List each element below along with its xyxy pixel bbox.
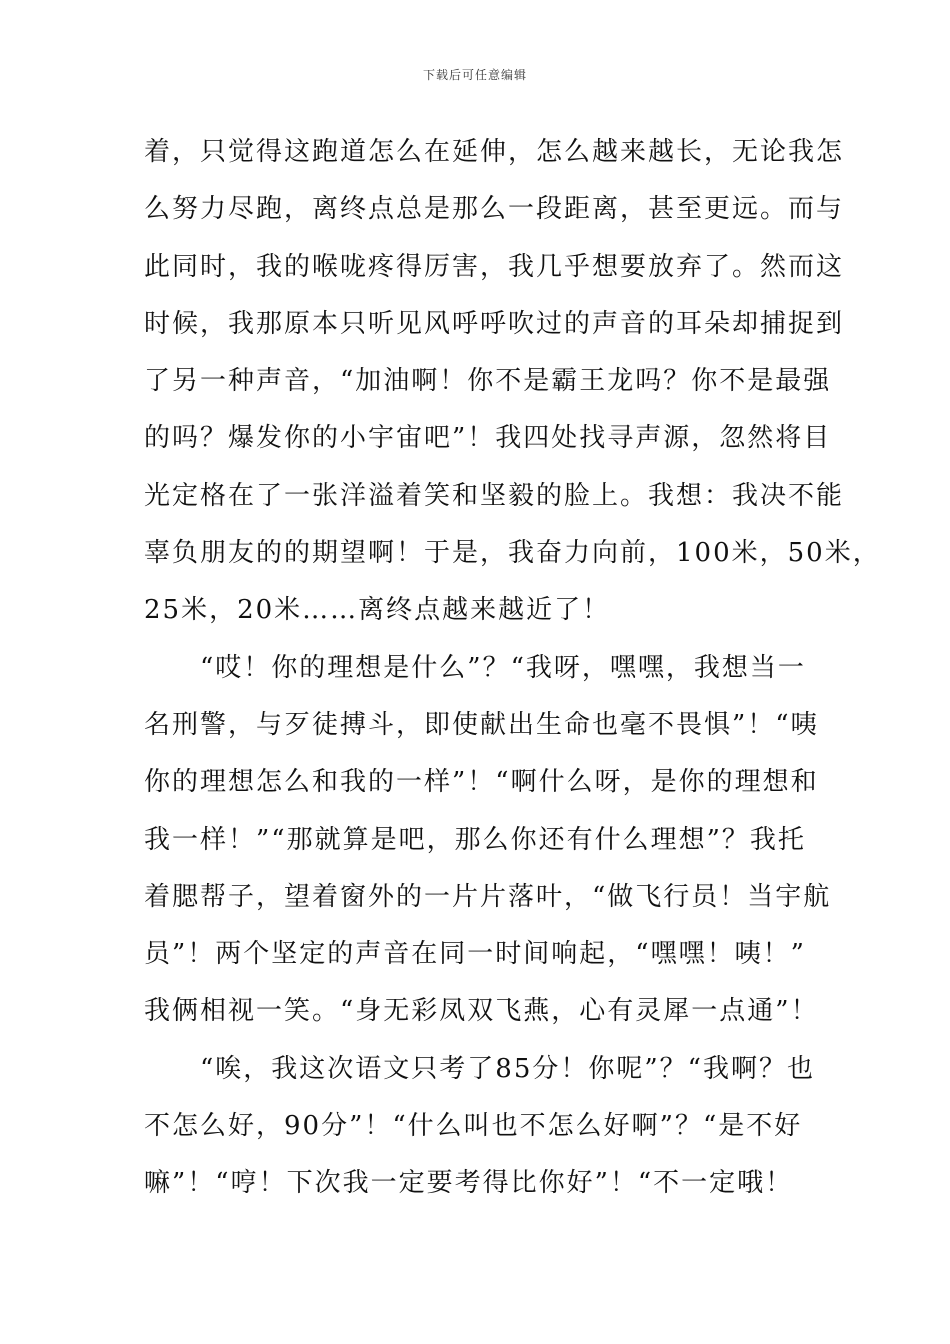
text-line-9: 25米，20米……离终点越来越近了！ (144, 595, 611, 626)
document-body (144, 129, 881, 1218)
text-line-3: 此同时，我的喉咙疼得厉害，我几乎想要放弃了。然而这 (144, 251, 845, 282)
text-line-19: 嘛”！“哼！下次我一定要考得比你好”！“不一定哦！ (144, 1168, 794, 1199)
text-line-6: 的吗？爆发你的小宇宙吧”！我四处找寻声源，忽然将目 (144, 423, 832, 454)
text-line-14: 着腮帮子，望着窗外的一片片落叶，“做飞行员！当宇航 (144, 881, 832, 912)
text-line-1: 着，只觉得这跑道怎么在延伸，怎么越来越长，无论我怎 (144, 137, 845, 167)
page-header: 下载后可任意编辑 (422, 68, 527, 82)
text-line-17: “唉，我这次语文只考了85分！你呢”？“我啊？也 (200, 1053, 815, 1084)
text-line-10: “哎！你的理想是什么”？“我呀，嘿嘿，我想当一 (200, 652, 806, 683)
text-line-18: 不怎么好，90分”！“什么叫也不怎么好啊”？“是不好 (144, 1111, 803, 1142)
text-line-2: 么努力尽跑，离终点总是那么一段距离，甚至更远。而与 (144, 194, 845, 225)
text-line-16: 我俩相视一笑。“身无彩凤双飞燕，心有灵犀一点通”！ (144, 996, 819, 1027)
text-line-8: 辜负朋友的的期望啊！于是，我奋力向前，100米，50米， (144, 538, 881, 569)
text-line-4: 时候，我那原本只听见风呼呼吹过的声音的耳朵却捕捉到 (144, 308, 845, 339)
text-line-7: 光定格在了一张洋溢着笑和坚毅的脸上。我想：我决不能 (144, 480, 845, 511)
text-line-15: 员”！两个坚定的声音在同一时间响起，“嘿嘿！咦！” (144, 939, 806, 970)
text-line-13: 我一样！”“那就算是吧，那么你还有什么理想”？我托 (144, 824, 806, 855)
text-line-5: 了另一种声音，“加油啊！你不是霸王龙吗？你不是最强 (144, 366, 832, 397)
text-line-12: 你的理想怎么和我的一样”！“啊什么呀，是你的理想和 (144, 767, 819, 798)
text-line-11: 名刑警，与歹徒搏斗，即使献出生命也毫不畏惧”！“咦 (144, 709, 819, 740)
